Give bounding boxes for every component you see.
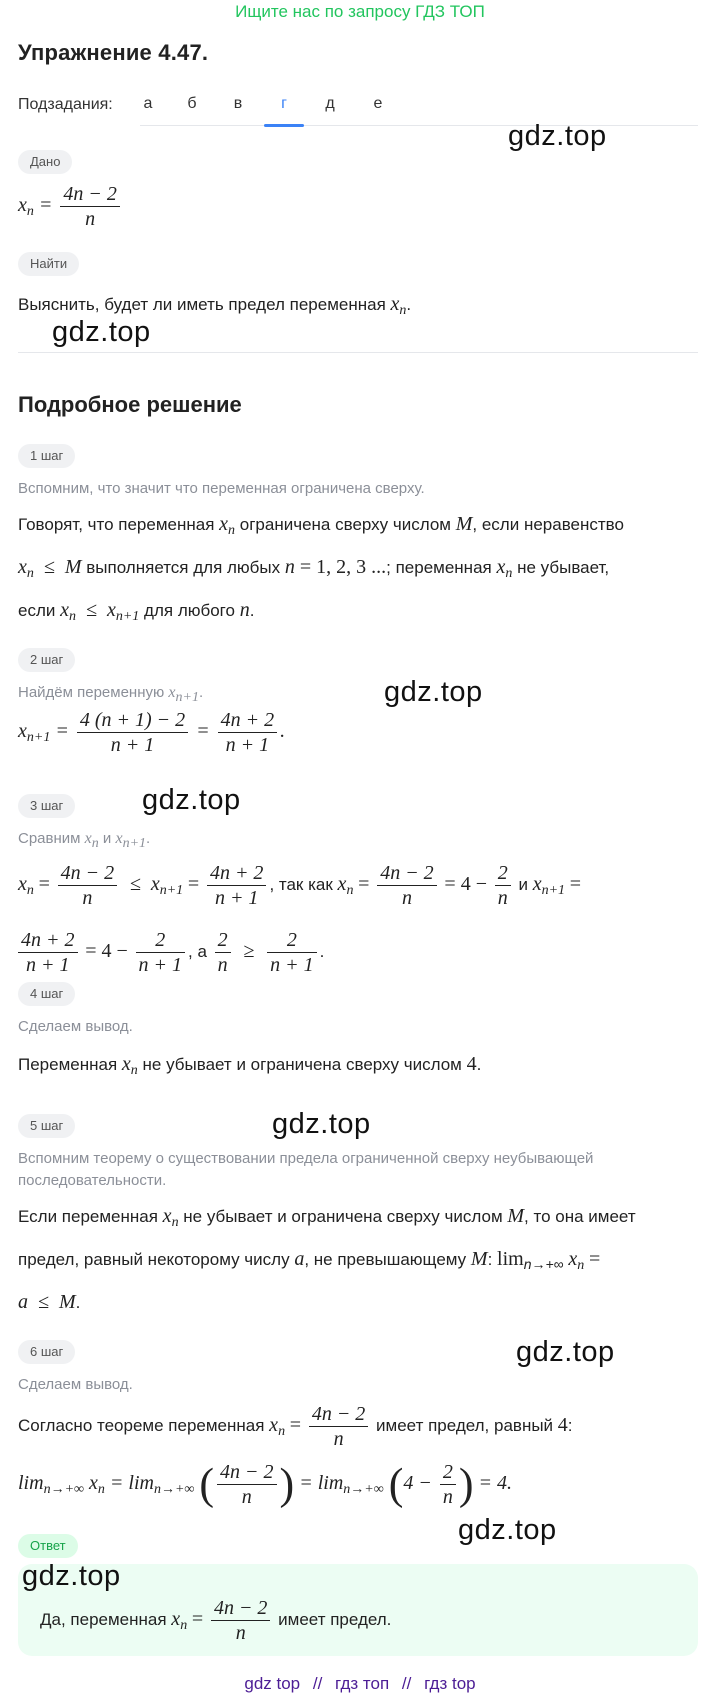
step-hint: Вспомним, что значит что переменная ограничена сверху. bbox=[18, 480, 425, 497]
given-formula: $x_n$ = $\frac{4n - 2}{n}$ bbox=[18, 182, 123, 231]
step-hint: Сделаем вывод. bbox=[18, 1376, 133, 1393]
step-hint: Сравним xn и xn+1. bbox=[18, 830, 151, 851]
footer-separator: // bbox=[312, 1674, 323, 1693]
watermark: gdz.top bbox=[516, 1336, 615, 1368]
footer-links bbox=[0, 1674, 720, 1694]
watermark: gdz.top bbox=[272, 1108, 371, 1140]
step-badge: 4 шаг bbox=[18, 982, 75, 1006]
promo-banner[interactable]: Ищите нас по запросу ГДЗ ТОП bbox=[235, 2, 485, 21]
subtask-tabs bbox=[140, 82, 698, 126]
step-badge: 3 шаг bbox=[18, 794, 75, 818]
solution-title: Подробное решение bbox=[18, 392, 242, 417]
step5-text: Если переменная $x_n$ не убывает и ограничена сверху числом M, то она имеет предел, равный некоторому числу a, не превышающему M: $\lim_{n\to+\infty} x_n$ = a ≤ M. bbox=[18, 1205, 636, 1313]
step-hint: Вспомним теорему о существовании предела ограниченной сверху неубывающей последовательности. bbox=[18, 1150, 594, 1189]
tab-e[interactable]: е bbox=[373, 95, 383, 112]
step-badge: 6 шаг bbox=[18, 1340, 75, 1364]
footer-link[interactable]: гдз топ bbox=[335, 1674, 390, 1693]
step-hint: Найдём переменную xn+1. bbox=[18, 684, 204, 705]
step4-text: Переменная $x_n$ не убывает и ограничена сверху числом 4. bbox=[18, 1053, 482, 1078]
tab-a[interactable]: а bbox=[143, 95, 153, 112]
tab-g[interactable]: г bbox=[264, 82, 304, 126]
find-badge: Найти bbox=[18, 252, 79, 276]
given-badge: Дано bbox=[18, 150, 72, 174]
watermark: gdz.top bbox=[142, 784, 241, 816]
step6-limit: $\lim_{n\to+\infty} x_n = \lim_{n\to+\infty}$ ( $\frac{4n - 2}{n}$ ) = $\lim_{n\to+\infty} (4$ − $\frac{2}{n}$ ) = 4. bbox=[18, 1459, 513, 1509]
step-badge: 2 шаг bbox=[18, 648, 75, 672]
watermark: gdz.top bbox=[52, 316, 151, 348]
tab-b[interactable]: б bbox=[187, 95, 197, 112]
footer-link[interactable]: gdz top bbox=[244, 1674, 301, 1693]
watermark: gdz.top bbox=[22, 1560, 121, 1592]
footer-separator: // bbox=[401, 1674, 412, 1693]
divider bbox=[18, 352, 698, 353]
tab-d[interactable]: д bbox=[325, 95, 335, 112]
watermark: gdz.top bbox=[508, 120, 607, 152]
step-hint: Сделаем вывод. bbox=[18, 1018, 133, 1035]
find-text: Выяснить, будет ли иметь предел переменная $x_n$. bbox=[18, 293, 412, 318]
watermark: gdz.top bbox=[458, 1514, 557, 1546]
answer-text: Да, переменная $x_n$ = $\frac{4n - 2}{n}$ имеет предел. bbox=[40, 1597, 392, 1644]
watermark: gdz.top bbox=[384, 676, 483, 708]
step1-text: Говорят, что переменная $x_n$ ограничена сверху числом M, если неравенство $x_n \le M$ выполняется для любых n = 1, 2, 3 ...; переменная $x_n$ не убывает, если $x_n \le x_{n+1}$ для любого n. bbox=[18, 513, 624, 624]
subtasks-label: Подзадания: bbox=[18, 96, 113, 113]
page-title: Упражнение 4.47. bbox=[18, 40, 209, 65]
step-badge: 1 шаг bbox=[18, 444, 75, 468]
step6-text: Согласно теореме переменная $x_n$ = $\frac{4n - 2}{n}$ имеет предел, равный 4: bbox=[18, 1403, 573, 1450]
step2-formula: $x_{n+1}$ = $\frac{4 (n + 1) - 2}{n + 1}$ = $\frac{4n + 2}{n + 1}$ . bbox=[18, 709, 286, 756]
footer-link[interactable]: гдз top bbox=[424, 1674, 476, 1693]
answer-badge: Ответ bbox=[18, 1534, 78, 1558]
step3-text: $x_n$ = $\frac{4n - 2}{n}$ ≤ $x_{n+1}$ = $\frac{4n + 2}{n + 1}$ , так как $x_n$ = $\frac{4n - 2}{n}$ = 4 − $\frac{2}{n}$ и $x_{n+1}$ = $\frac{4n + 2}{n + 1}$ = 4 − $\frac{2}{n + 1}$ , а $\frac{2}{n}$ ≥ $\frac{2}{n + 1}$ . bbox=[18, 862, 582, 977]
tab-v[interactable]: в bbox=[233, 95, 243, 112]
step-badge: 5 шаг bbox=[18, 1114, 75, 1138]
